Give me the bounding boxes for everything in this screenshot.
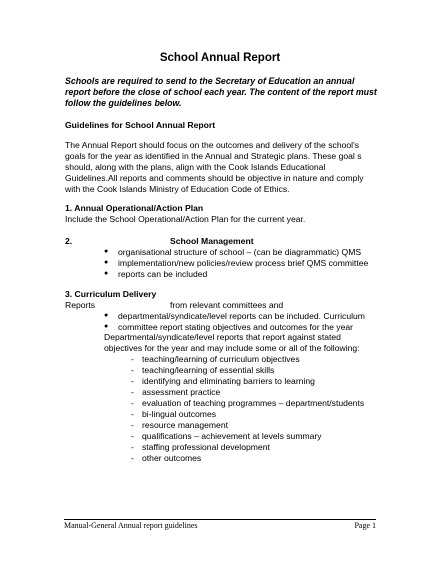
- section2-bullet-3: reports can be included: [118, 269, 208, 279]
- footer-divider: [64, 519, 376, 520]
- section3-cont-2: objectives for the year and may include some or all of the following:: [104, 343, 360, 353]
- dash-icon: -: [131, 431, 134, 441]
- section3-bullet-1: departmental/syndicate/level reports can be included. Curriculum: [118, 311, 365, 321]
- outcome-item: identifying and eliminating barriers to learning: [142, 376, 315, 386]
- guidelines-heading: Guidelines for School Annual Report: [65, 120, 216, 130]
- bullet-icon: ●: [104, 259, 109, 266]
- outcome-item: staffing professional development: [142, 442, 270, 452]
- dash-icon: -: [131, 453, 134, 463]
- guidelines-line-1: The Annual Report should focus on the outcomes and delivery of the school's: [65, 140, 360, 150]
- bullet-icon: ●: [104, 323, 109, 330]
- section3-bullet-2: committee report stating objectives and outcomes for the year: [118, 322, 354, 332]
- section3-reports-label: Reports: [65, 300, 96, 310]
- section2-bullet-1: organisational structure of school – (can be diagrammatic) QMS: [118, 247, 362, 257]
- guidelines-line-3: should, along with the plans, align with the Cook Islands Educational: [65, 162, 326, 172]
- section3-heading: 3. Curriculum Delivery: [65, 289, 157, 299]
- guidelines-line-2: goals for the year as identified in the Annual and Strategic plans. These goal s: [65, 151, 362, 161]
- dash-icon: -: [131, 387, 134, 397]
- outcome-item: assessment practice: [142, 387, 221, 397]
- dash-icon: -: [131, 420, 134, 430]
- section2-number: 2.: [65, 236, 73, 246]
- bullet-icon: ●: [104, 270, 109, 277]
- outcome-item: qualifications – achievement at levels summary: [142, 431, 322, 441]
- outcome-item: resource management: [142, 420, 228, 430]
- guidelines-line-4: Guidelines.All reports and comments should be objective in nature and comply: [65, 173, 364, 183]
- intro-line-2: report before the close of school each year. The content of the report must: [65, 87, 377, 97]
- intro-line-3: follow the guidelines below.: [65, 98, 182, 108]
- guidelines-line-5: with the Cook Islands Ministry of Education Code of Ethics.: [65, 184, 290, 194]
- bullet-icon: ●: [104, 312, 109, 319]
- section3-reports-text: from relevant committees and: [170, 300, 284, 310]
- bullet-icon: ●: [104, 248, 109, 255]
- footer-page-number: Page 1: [354, 521, 376, 530]
- dash-icon: -: [131, 354, 134, 364]
- outcome-item: teaching/learning of curriculum objectives: [142, 354, 300, 364]
- outcome-item: teaching/learning of essential skills: [142, 365, 275, 375]
- section2-heading: School Management: [170, 236, 254, 246]
- dash-icon: -: [131, 442, 134, 452]
- intro-line-1: Schools are required to send to the Secretary of Education an annual: [65, 76, 355, 86]
- section3-cont-1: Departmental/syndicate/level reports that report against stated: [104, 332, 341, 342]
- section1-heading: 1. Annual Operational/Action Plan: [65, 203, 204, 213]
- dash-icon: -: [131, 376, 134, 386]
- dash-icon: -: [131, 398, 134, 408]
- outcome-item: evaluation of teaching programmes – department/students: [142, 398, 365, 408]
- footer-left: Manual-General Annual report guidelines: [64, 521, 198, 530]
- document-title: School Annual Report: [159, 52, 281, 64]
- section1-body: Include the School Operational/Action Plan for the current year.: [65, 214, 306, 224]
- section2-bullet-2: implementation/new policies/review process brief QMS committee: [118, 258, 369, 268]
- outcome-item: bi-lingual outcomes: [142, 409, 217, 419]
- dash-icon: -: [131, 409, 134, 419]
- outcome-item: other outcomes: [142, 453, 202, 463]
- dash-icon: -: [131, 365, 134, 375]
